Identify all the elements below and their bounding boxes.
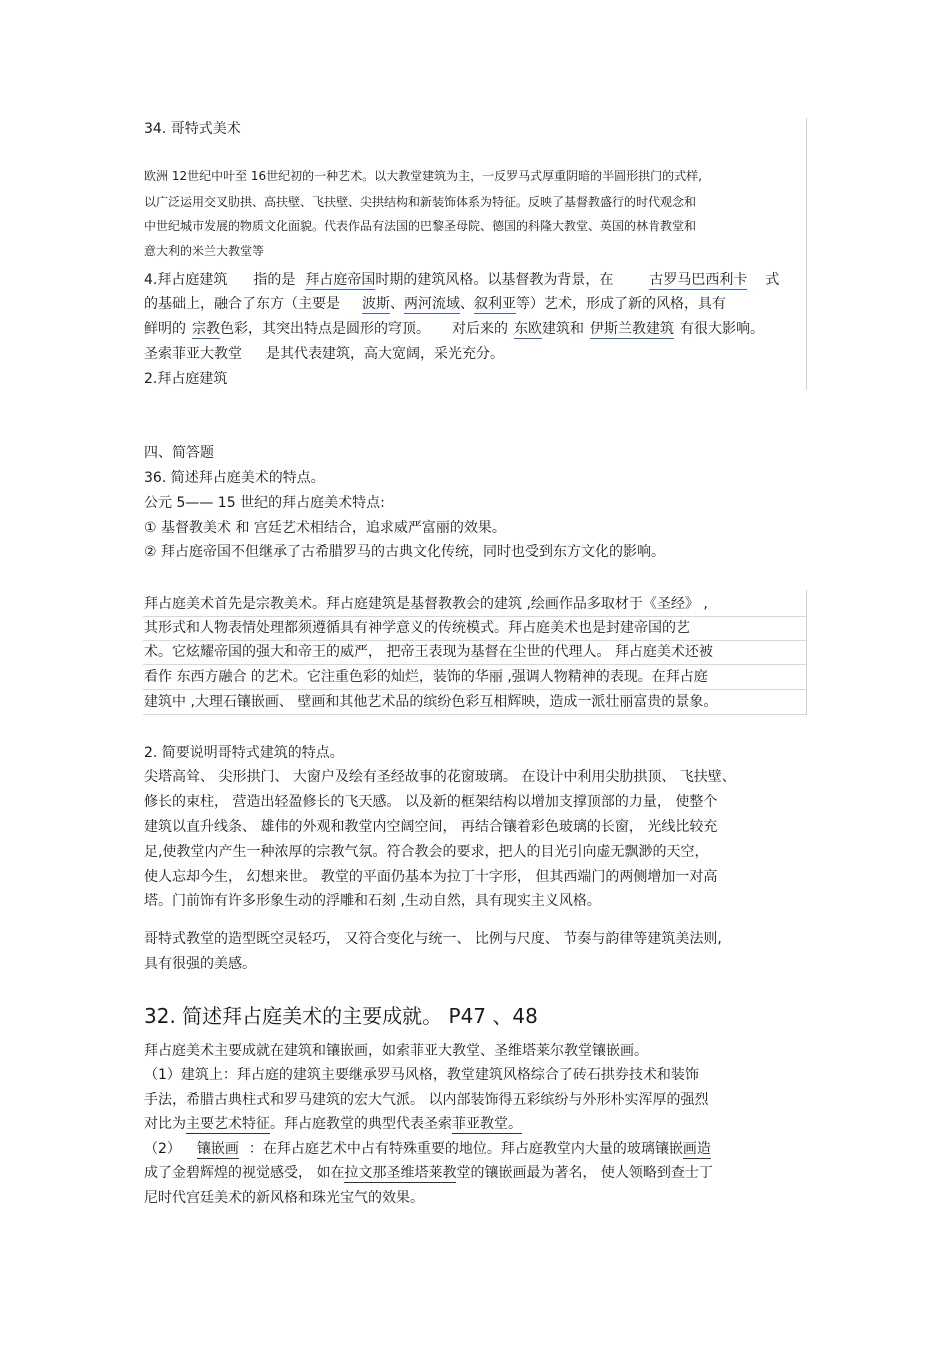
q32-b-line-3: 对比为主要艺术特征。拜占庭教堂的典型代表圣索菲亚教堂。: [144, 1116, 522, 1132]
gothic-arch-line-6: 塔。门前饰有许多形象生动的浮雕和石刻 ,生动自然，具有现实主义风格。: [144, 893, 601, 909]
q32-c-line-1: （2） 镶嵌画 ：在拜占庭艺术中占有特殊重要的地位。拜占庭教堂内大量的玻璃镶嵌画造: [144, 1141, 711, 1157]
gothic-line-2: 以广泛运用交叉肋拱、高扶壁、飞扶壁、尖拱结构和新装饰体系为特征。反映了基督教盛行的时代观念和: [144, 195, 697, 209]
q36-box-line-5: 建筑中 ,大理石镶嵌画、 壁画和其他艺术品的缤纷色彩互相辉映，造成一派壮丽富贵的景象。: [144, 694, 718, 710]
q32-intro: 拜占庭美术主要成就在建筑和镶嵌画，如索菲亚大教堂、圣维塔莱尔教堂镶嵌画。: [144, 1043, 648, 1059]
q36-box-line-2: 其形式和人物表情处理都须遵循具有神学意义的传统模式。拜占庭美术也是封建帝国的艺: [144, 620, 690, 636]
short-answer-heading: 四、简答题: [144, 445, 214, 461]
q36-point-1: ① 基督教美术 和 宫廷艺术相结合，追求威严富丽的效果。: [144, 520, 506, 536]
gothic-arch-extra-1: 哥特式教堂的造型既空灵轻巧， 又符合变化与统一、 比例与尺度、 节奏与韵律等建筑美法则,: [144, 931, 722, 947]
byz-fill-line-4: 圣索菲亚大教堂 是其代表建筑，高大宽阔，采光充分。: [144, 346, 504, 362]
q32-b-line-2: 手法，希腊古典柱式和罗马建筑的宏大气派。 以内部装饰得五彩缤纷与外形朴实浑厚的强烈: [144, 1092, 709, 1108]
q32-heading: 32. 简述拜占庭美术的主要成就。 P47 、48: [144, 1004, 538, 1028]
gothic-arch-line-1: 尖塔高耸、 尖形拱门、 大窗户及绘有圣经故事的花窗玻璃。 在设计中利用尖肋拱顶、 飞扶壁、: [144, 769, 736, 785]
q36-point-2: ② 拜占庭帝国不但继承了古希腊罗马的古典文化传统，同时也受到东方文化的影响。: [144, 544, 665, 560]
gothic-arch-line-2: 修长的束柱， 营造出轻盈修长的飞天感。 以及新的框架结构以增加支撑顶部的力量， 使整个: [144, 794, 718, 810]
q36-title: 36. 简述拜占庭美术的特点。: [144, 470, 325, 486]
gothic-arch-line-5: 使人忘却今生， 幻想来世。 教堂的平面仍基本为拉丁十字形， 但其西端门的两侧增加一对高: [144, 869, 718, 885]
box-rule-2: [143, 640, 806, 641]
box-rule-5: [143, 714, 806, 715]
byz-fill-line-5: 2.拜占庭建筑: [144, 371, 228, 387]
gothic-arch-extra-2: 具有很强的美感。: [144, 956, 256, 972]
gothic-arch-heading: 2. 简要说明哥特式建筑的特点。: [144, 745, 344, 761]
gothic-arch-line-3: 建筑以直升线条、 雄伟的外观和教堂内空阔空间， 再结合镶着彩色玻璃的长窗， 光线比较充: [144, 819, 718, 835]
q36-box-line-1: 拜占庭美术首先是宗教美术。拜占庭建筑是基督教教会的建筑 ,绘画作品多取材于《圣经》 ,: [144, 596, 708, 612]
box-rule-4: [143, 689, 806, 690]
gothic-line-1: 欧洲 12世纪中叶至 16世纪初的一种艺术。以大教堂建筑为主，一反罗马式厚重阴暗的半圆形拱门的式样,: [144, 169, 702, 183]
byz-fill-line-3: 鲜明的 宗教色彩，其突出特点是圆形的穹顶。 对后来的 东欧建筑和 伊斯兰教建筑 有很大影响。: [144, 321, 764, 337]
byz-fill-line-1: 4.拜占庭建筑 指的是 拜占庭帝国时期的建筑风格。以基督教为背景，在 古罗马巴西利卡 式: [144, 272, 780, 288]
frame-rule-top: [806, 118, 807, 390]
q32-c-line-2: 成了金碧辉煌的视觉感受， 如在拉文那圣维塔莱教堂的镶嵌画最为著名， 使人领略到查士丁: [144, 1165, 713, 1181]
q36-box-line-4: 看作 东西方融合 的艺术。它注重色彩的灿烂，装饰的华丽 ,强调人物精神的表现。在拜占庭: [144, 669, 708, 685]
q36-box-line-3: 术。它炫耀帝国的强大和帝王的威严， 把帝王表现为基督在尘世的代理人。 拜占庭美术还被: [144, 644, 713, 660]
frame-rule-box: [806, 590, 807, 715]
gothic-title: 34. 哥特式美术: [144, 121, 241, 137]
q32-c-line-3: 尼时代宫廷美术的新风格和珠光宝气的效果。: [144, 1190, 424, 1206]
q36-intro: 公元 5—— 15 世纪的拜占庭美术特点:: [144, 495, 385, 511]
gothic-arch-line-4: 足,使教堂内产生一种浓厚的宗教气氛。符合教会的要求，把人的目光引向虚无飘渺的天空，: [144, 844, 709, 860]
box-rule-1: [143, 616, 806, 617]
byz-fill-line-2: 的基础上，融合了东方（主要是 波斯、两河流域、叙利亚等）艺术，形成了新的风格，具有: [144, 296, 726, 312]
q32-b-line-1: （1）建筑上：拜占庭的建筑主要继承罗马风格，教堂建筑风格综合了砖石拱券技术和装饰: [144, 1067, 699, 1083]
gothic-line-3: 中世纪城市发展的物质文化面貌。代表作品有法国的巴黎圣母院、德国的科隆大教堂、英国的林肯教堂和: [144, 219, 697, 233]
box-rule-3: [143, 664, 806, 665]
gothic-line-4: 意大利的米兰大教堂等: [144, 244, 265, 258]
